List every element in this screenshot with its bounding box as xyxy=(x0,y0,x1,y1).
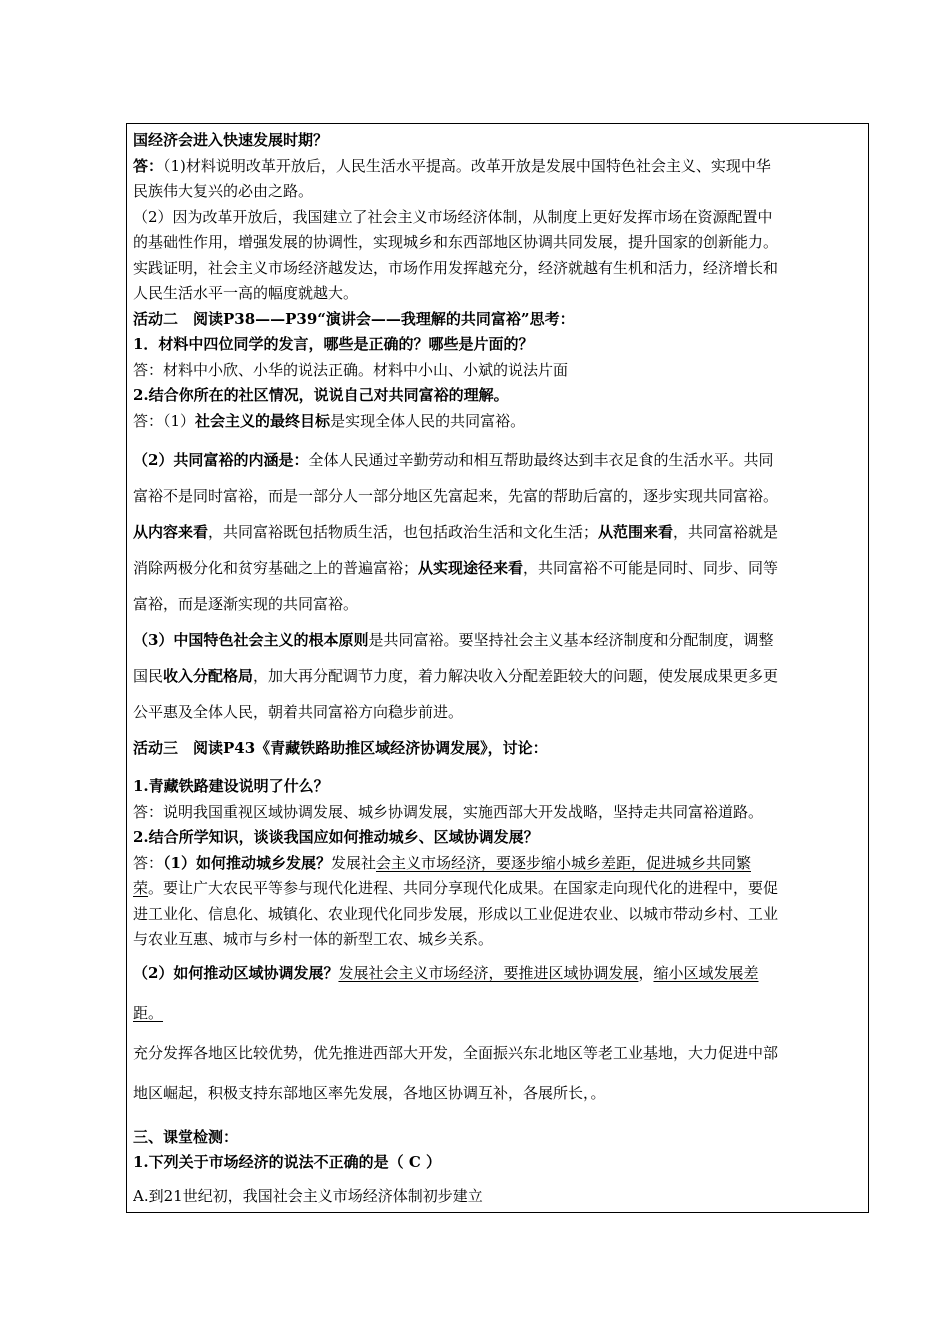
principle-line-1 xyxy=(133,622,868,658)
answer-text: （1)材料说明改革开放后，人民生活水平提高。改革开放是发展中国特色社会主义、实现中华 xyxy=(163,156,771,175)
text-run: 。要让广大农民平等参与现代化进程、共同分享现代化成果。在国家走向现代化的进程中，要促 xyxy=(148,879,779,897)
question-continuation: 国经济会进入快速发展时期？ xyxy=(133,131,329,149)
answer-line-1 xyxy=(133,154,868,180)
answer-line-2: 民族伟大复兴的必由之路。 xyxy=(133,182,314,200)
text-run: 全体人民通过辛勤劳动和相互帮助最终达到丰衣足食的生活水平。共同 xyxy=(308,451,774,469)
answer-line-4: 的基础性作用，增强发展的协调性，实现城乡和东西部地区协调共同发展，提升国家的创新能力。 xyxy=(133,233,779,251)
bold-term: （2）共同富裕的内涵是： xyxy=(133,451,309,469)
text-run: ，共同富裕就是 xyxy=(673,523,779,541)
text-run: 答： xyxy=(133,853,164,872)
activity-3-question-1: 1.青藏铁路建设说明了什么？ xyxy=(133,777,329,795)
bold-term: 从内容来看 xyxy=(133,523,209,541)
underlined-text: 荣 xyxy=(133,879,149,897)
underlined-text: 距。 xyxy=(133,1003,164,1022)
text-run: ，加大再分配调节力度，着力解决收入分配差距较大的问题，使发展成果更多更 xyxy=(253,667,779,685)
text-run: 答：（1） xyxy=(133,411,196,430)
principle-line-2 xyxy=(133,658,868,694)
regional-line-4: 地区崛起，积极支持东部地区率先发展，各地区协调互补，各展所长，。 xyxy=(133,1083,606,1102)
regional-line-1 xyxy=(133,953,868,993)
activity-3-heading: 活动三 阅读P43《青藏铁路助推区域经济协调发展》，讨论： xyxy=(133,739,548,757)
spacer xyxy=(133,1113,868,1125)
common-prosperity-line-5: 富裕，而是逐渐实现的共同富裕。 xyxy=(133,595,359,613)
spacer xyxy=(133,434,868,442)
text-run: ，共同富裕不可能是同时、同步、同等 xyxy=(523,559,779,577)
common-prosperity-line-3 xyxy=(133,514,868,550)
text-run: 是共同富裕。要坚持社会主义基本经济制度和分配制度，调整 xyxy=(368,631,774,649)
urban-rural-line-1 xyxy=(133,851,868,877)
principle-line-3: 公平惠及全体人民，朝着共同富裕方向稳步前进。 xyxy=(133,703,464,721)
bold-term: 收入分配格局 xyxy=(163,667,254,685)
answer-label: 答： xyxy=(133,156,164,175)
bold-term: （1）如何推动城乡发展？ xyxy=(163,853,331,872)
text-run: ，共同富裕既包括物质生活，也包括政治生活和文化生活； xyxy=(208,523,599,541)
quiz-option-a: A.到21世纪初，我国社会主义市场经济体制初步建立 xyxy=(133,1186,483,1205)
common-prosperity-line-2: 富裕不是同时富裕，而是一部分人一部分地区先富起来，先富的帮助后富的，逐步实现共同富裕。 xyxy=(133,487,779,505)
bold-term: 从实现途径来看 xyxy=(418,559,524,577)
underlined-text: 会主义市场经济，要逐步缩小城乡差距，促进城乡共同繁 xyxy=(375,853,751,872)
section-3-heading: 三、课堂检测： xyxy=(133,1127,239,1146)
urban-rural-line-3: 进工业化、信息化、城镇化、农业现代化同步发展，形成以工业促进农业、以城市带动乡村、工业 xyxy=(133,904,779,923)
activity-3-answer-1: 答：说明我国重视区域协调发展、城乡协调发展，实施西部大开发战略，坚持走共同富裕道路。 xyxy=(133,802,764,821)
activity-2-question-1: 1．材料中四位同学的发言，哪些是正确的？哪些是片面的？ xyxy=(133,335,534,353)
activity-3-question-2: 2.结合所学知识，谈谈我国应如何推动城乡、区域协调发展？ xyxy=(133,828,539,846)
text-run: ， xyxy=(638,963,654,982)
urban-rural-line-4: 与农业互惠、城市与乡村一体的新型工农、城乡关系。 xyxy=(133,930,494,948)
urban-rural-line-2 xyxy=(133,876,868,902)
bold-term: （3）中国特色社会主义的根本原则 xyxy=(133,631,369,649)
text-run: 是实现全体人民的共同富裕。 xyxy=(330,411,526,430)
answer-line-3: （2）因为改革开放后，我国建立了社会主义市场经济体制，从制度上更好发挥市场在资源配置中 xyxy=(133,207,773,226)
answer-line-6: 人民生活水平一高的幅度就越大。 xyxy=(133,284,359,302)
document-body xyxy=(133,128,868,1209)
underlined-text: 缩小区域发展差 xyxy=(653,963,759,982)
text-run: 消除两极分化和贫穷基础之上的普遍富裕； xyxy=(133,559,419,577)
activity-2-answer-1: 答：材料中小欣、小华的说法正确。材料中小山、小斌的说法片面 xyxy=(133,360,569,379)
spacer xyxy=(133,766,868,774)
bold-term: 从范围来看 xyxy=(598,523,674,541)
activity-2-answer-2-line-1 xyxy=(133,409,868,435)
common-prosperity-line-4 xyxy=(133,550,868,586)
activity-2-heading: 活动二 阅读P38——P39“演讲会——我理解的共同富裕”思考： xyxy=(133,309,575,328)
common-prosperity-line-1 xyxy=(133,442,868,478)
regional-line-2 xyxy=(133,993,868,1033)
text-run: 国民 xyxy=(133,667,164,685)
answer-line-5: 实践证明，社会主义市场经济越发达，市场作用发挥越充分，经济就越有生机和活力，经济增长和 xyxy=(133,258,779,277)
text-run: 发展社 xyxy=(330,853,376,872)
spacer xyxy=(133,1176,868,1184)
quiz-question-1: 1.下列关于市场经济的说法不正确的是（ C ） xyxy=(133,1153,442,1171)
regional-line-3: 充分发挥各地区比较优势，优先推进西部大开发，全面振兴东北地区等老工业基地，大力促进中部 xyxy=(133,1043,779,1062)
bold-term: （2）如何推动区域协调发展？ xyxy=(133,963,339,982)
activity-2-question-2: 2.结合你所在的社区情况，说说自己对共同富裕的理解。 xyxy=(133,386,509,404)
bold-term: 社会主义的最终目标 xyxy=(195,411,331,430)
underlined-text: 发展社会主义市场经济，要推进区域协调发展 xyxy=(338,963,639,982)
